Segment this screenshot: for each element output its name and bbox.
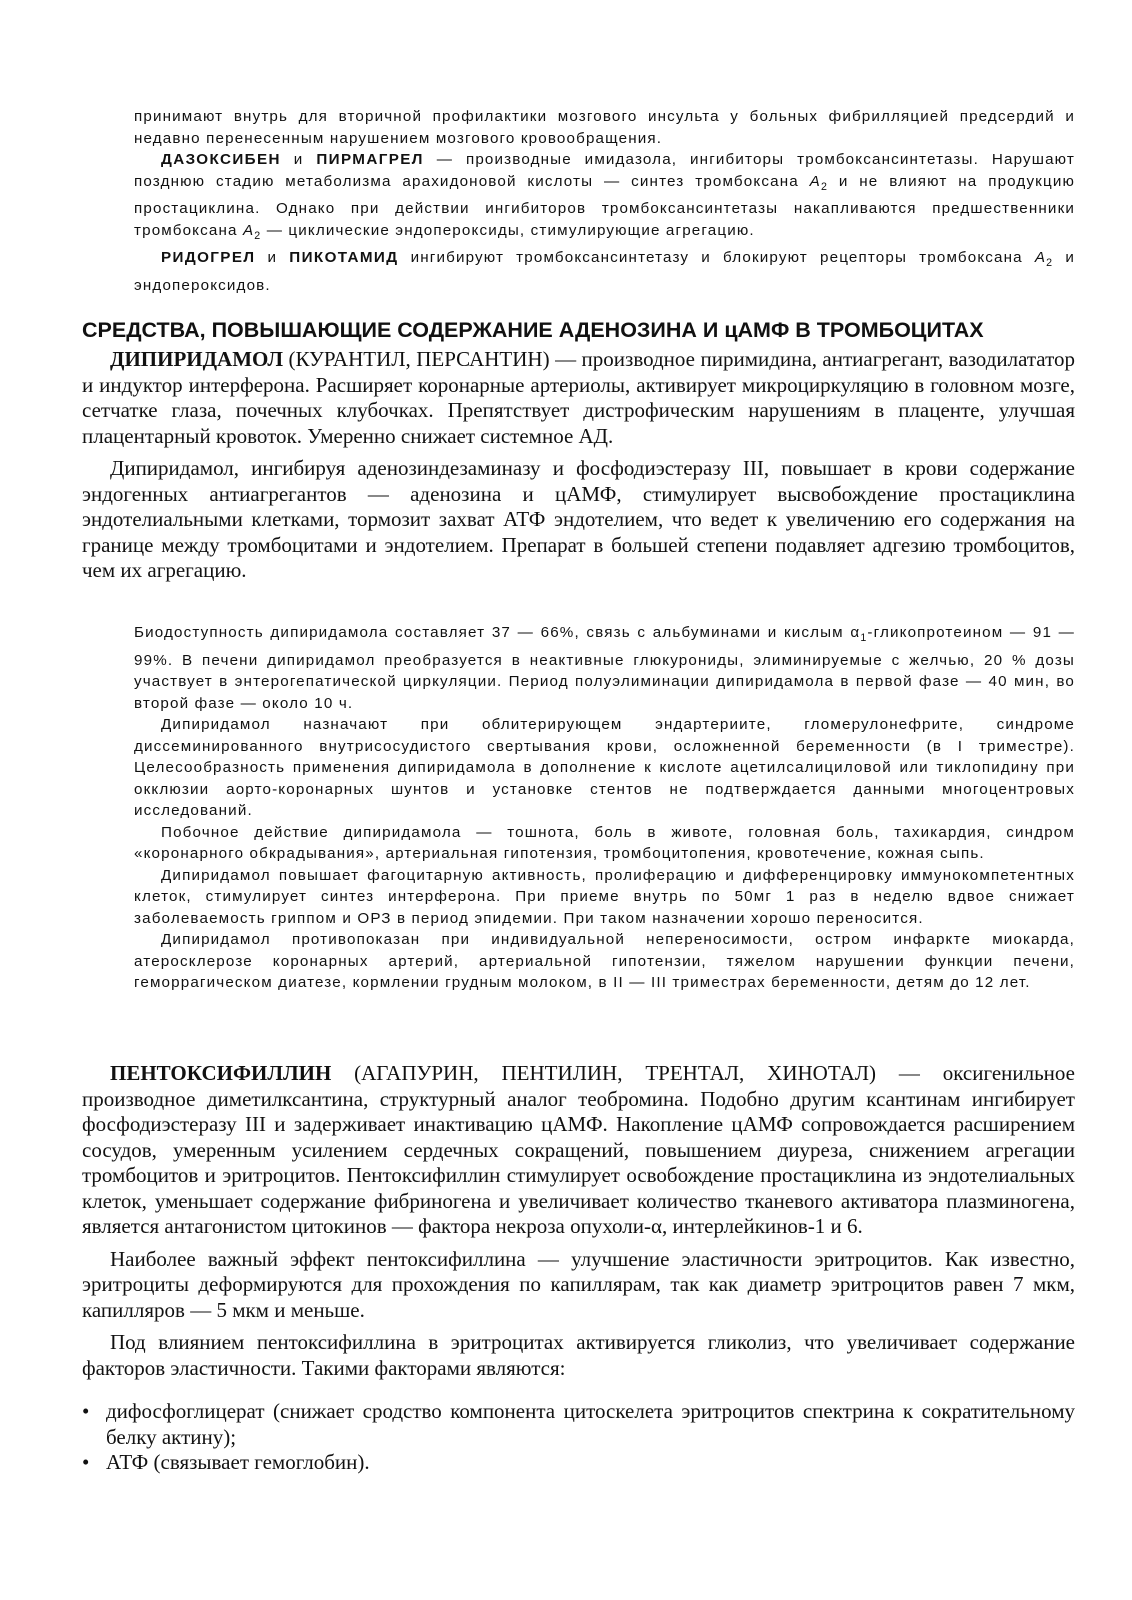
- bullet-icon: •: [82, 1450, 90, 1474]
- body-block-dipyridamole: [82, 347, 1075, 591]
- paragraph: Биодоступность дипиридамола составляет 37 — 66%, связь с альбуминами и кислым $\alpha_1$-гликопротеином — 91 — 99%. В печени дипиридамол преобразуется в неактивные глюкурониды, элиминируемые с желчью, 20 % дозы участвует в энтерогепатической циркуляции. Период полуэлиминации дипиридамола в первой фазе — 40 мин, во второй фазе — около 10 ч.: [134, 624, 1076, 712]
- list-item: • дифосфоглицерат (снижает сродство компонента цитоскелета эритроцитов спектрина к сократительному белку актину);: [82, 1399, 1075, 1449]
- paragraph: Под влиянием пентоксифиллина в эритроцитах активируется гликолиз, что увеличивает содержание факторов эластичности. Такими факторами являются:: [82, 1330, 1075, 1380]
- paragraph: ДАЗОКСИБЕН и ПИРМАГРЕЛ — производные имидазола, ингибиторы тромбоксансинтетазы. Нарушают позднюю стадию метаболизма арахидоновой кислоты — синтез тромбоксана $A_2$ и не влияют на продукцию простациклина. Однако при действии ингибиторов тромбоксансинтетазы накапливаются предшественники тромбоксана $A_2$ — циклические эндопероксиды, стимулирующие агрегацию.: [134, 151, 1076, 242]
- small-print-block-top: [134, 106, 1075, 296]
- paragraph: ДИПИРИДАМОЛ (КУРАНТИЛ, ПЕРСАНТИН) — производное пиримидина, антиагрегант, вазодилататор и индуктор интерферона. Расширяет коронарные артериолы, активирует микроциркуляцию в головном мозге, сетчатке глаза, почечных клубочках. Препятствует дистрофическим нарушениям в плаценте, улучшая плацентарный кровоток. Умеренно снижает системное АД.: [82, 347, 1075, 448]
- paragraph: ПЕНТОКСИФИЛЛИН (АГАПУРИН, ПЕНТИЛИН, ТРЕНТАЛ, ХИНОТАЛ) — оксигенильное производное диметилксантина, структурный аналог теобромина. Подобно другим ксантинам ингибирует фосфодиэстеразу III и задерживает инактивацию цАМФ. Накопление цАМФ сопровождается расширением сосудов, умеренным усилением сердечных сокращений, повышением диуреза, снижением агрегации тромбоцитов и эритроцитов. Пентоксифиллин стимулирует освобождение простациклина из эндотелиальных клеток, уменьшает содержание фибриногена и увеличивает количество тканевого активатора плазминогена, является антагонистом цитокинов — фактора некроза опухоли-α, интерлейкинов-1 и 6.: [82, 1061, 1075, 1238]
- bullet-list: [82, 1399, 1075, 1476]
- paragraph: Дипиридамол, ингибируя аденозиндезаминазу и фосфодиэстеразу III, повышает в крови содержание эндогенных антиагрегантов — аденозина и цАМФ, стимулирует высвобождение простациклина эндотелиальными клетками, тормозит захват АТФ эндотелием, что ведет к увеличению его содержания на границе между тромбоцитами и эндотелием. Препарат в большей степени подавляет адгезию тромбоцитов, чем их агрегацию.: [82, 456, 1075, 582]
- section-heading: СРЕДСТВА, ПОВЫШАЮЩИЕ СОДЕРЖАНИЕ АДЕНОЗИНА И цАМФ В ТРОМБОЦИТАХ: [82, 318, 984, 342]
- bullet-icon: •: [82, 1399, 90, 1423]
- paragraph: Дипиридамол противопоказан при индивидуальной непереносимости, остром инфаркте миокарда, атеросклерозе коронарных артерий, артериальной гипотензии, тяжелом нарушении функции печени, геморрагическом диатезе, кормлении грудным молоком, в II — III триместрах беременности, детям до 12 лет.: [134, 931, 1075, 992]
- paragraph: принимают внутрь для вторичной профилактики мозгового инсульта у больных фибрилляцией предсердий и недавно перенесенным нарушением мозгового кровообращения.: [134, 108, 1075, 147]
- paragraph: Наиболее важный эффект пентоксифиллина — улучшение эластичности эритроцитов. Как известно, эритроциты деформируются для прохождения по капиллярам, так как диаметр эритроцитов равен 7 мкм, капилляров — 5 мкм и меньше.: [82, 1246, 1075, 1322]
- paragraph: Побочное действие дипиридамола — тошнота, боль в животе, головная боль, тахикардия, синдром «коронарного обкрадывания», артериальная гипотензия, тромбоцитопения, кровотечение, кожная сыпь.: [134, 823, 1075, 863]
- list-item: • АТФ (связывает гемоглобин).: [82, 1450, 370, 1474]
- body-block-pentoxifylline: [82, 1061, 1075, 1388]
- paragraph: Дипиридамол повышает фагоцитарную активность, пролиферацию и дифференцировку иммунокомпетентных клеток, стимулирует синтез интерферона. При приеме внутрь по 50мг 1 раз в неделю вдвое снижает заболеваемость гриппом и ОРЗ в период эпидемии. При таком назначении хорошо переносится.: [134, 866, 1075, 927]
- paragraph: РИДОГРЕЛ и ПИКОТАМИД ингибируют тромбоксансинтетазу и блокируют рецепторы тромбоксана $A_2$ и эндопероксидов.: [134, 249, 1075, 294]
- paragraph: Дипиридамол назначают при облитерирующем эндартериите, гломерулонефрите, синдроме диссеминированного внутрисосудистого свертывания крови, осложненной беременности (в I триместре). Целесообразность применения дипиридамола в дополнение к кислоте ацетилсалициловой или тиклопидину при окклюзии аорто-коронарных шунтов и установке стентов не подтверждается данными многоцентровых исследований.: [134, 716, 1075, 820]
- small-print-block-dipyridamole: [134, 622, 1075, 994]
